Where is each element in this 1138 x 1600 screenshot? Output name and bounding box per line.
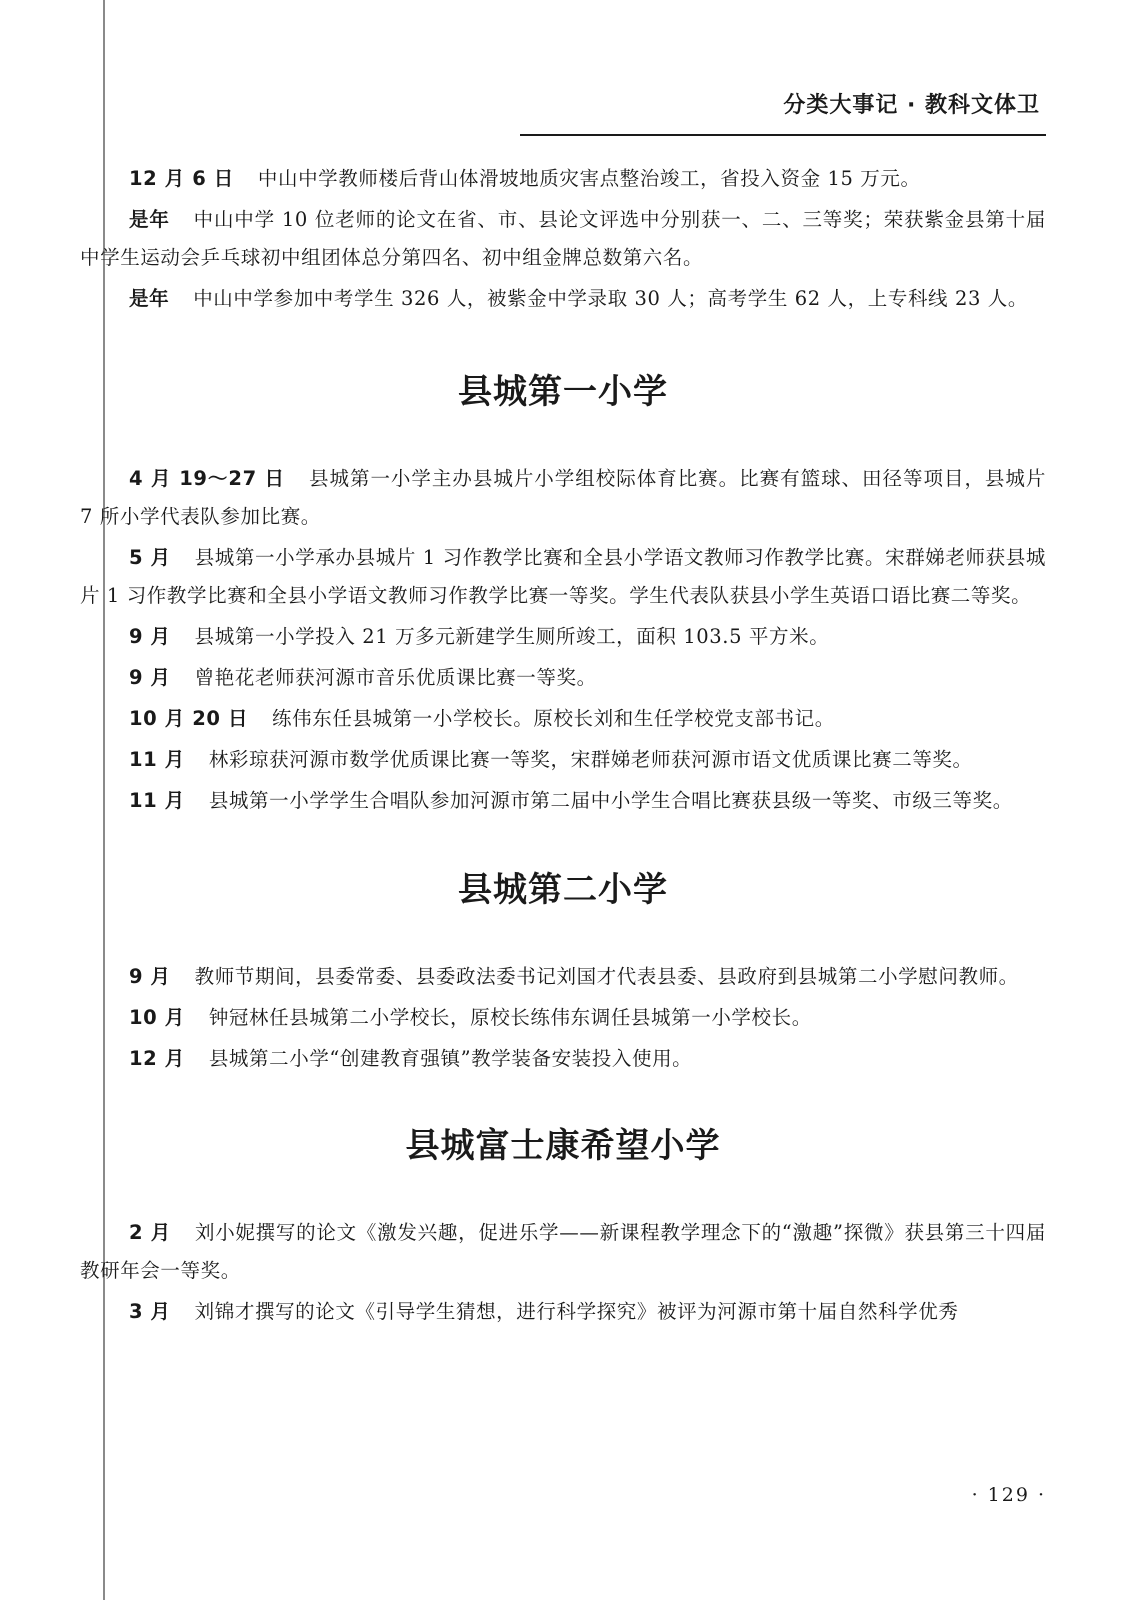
entry-no1-3: [80, 618, 1046, 656]
entry-no2-1: [80, 958, 1046, 996]
entry-text: 中山中学 10 位老师的论文在省、市、县论文评选中分别获一、二、三等奖；荣获紫金县第十届中学生运动会乒乓球初中组团体总分第四名、初中组金牌总数第六名。: [80, 208, 1046, 269]
entry-date: 3 月: [129, 1300, 171, 1323]
entry-date: 11 月: [129, 789, 185, 812]
page-number: · 129 ·: [971, 1484, 1046, 1506]
entry-text: 县城第一小学承办县城片 1 习作教学比赛和全县小学语文教师习作教学比赛。宋群娣老师获县城片 1 习作教学比赛和全县小学语文教师习作教学比赛一等奖。学生代表队获县小学生英语口语比赛二等奖。: [80, 546, 1046, 607]
section-title-foxconn-hope-primary: 县城富士康希望小学: [405, 1126, 721, 1166]
entry-no1-7: [80, 782, 1046, 820]
entry-date: 是年: [129, 208, 170, 231]
entry-date: 2 月: [129, 1221, 171, 1244]
header-rule: [520, 134, 1046, 136]
entry-text: 中山中学教师楼后背山体滑坡地质灾害点整治竣工，省投入资金 15 万元。: [257, 167, 921, 190]
entry-date: 5 月: [129, 546, 171, 569]
entry-date: 12 月: [129, 1047, 185, 1070]
entry-text: 刘锦才撰写的论文《引导学生猜想，进行科学探究》被评为河源市第十届自然科学优秀: [194, 1300, 959, 1323]
entry-foxconn-2: [80, 1293, 1046, 1331]
entry-text: 县城第一小学主办县城片小学组校际体育比赛。比赛有篮球、田径等项目，县城片 7 所小学代表队参加比赛。: [80, 467, 1046, 528]
entry-zhongshan-3: [80, 280, 1046, 318]
entry-date: 10 月 20 日: [129, 707, 249, 730]
entry-no2-2: [80, 999, 1046, 1037]
entry-date: 10 月: [129, 1006, 185, 1029]
entry-date: 9 月: [129, 625, 171, 648]
entry-text: 练伟东任县城第一小学校长。原校长刘和生任学校党支部书记。: [272, 707, 835, 730]
entry-text: 曾艳花老师获河源市音乐优质课比赛一等奖。: [194, 666, 597, 689]
entry-text: 县城第一小学投入 21 万多元新建学生厕所竣工，面积 103.5 平方米。: [194, 625, 830, 648]
entry-date: 9 月: [129, 666, 171, 689]
entry-text: 林彩琼获河源市数学优质课比赛一等奖，宋群娣老师获河源市语文优质课比赛二等奖。: [208, 748, 973, 771]
entry-zhongshan-1: [80, 160, 1046, 198]
entry-zhongshan-2: [80, 201, 1046, 277]
entry-no1-1: [80, 460, 1046, 536]
entry-foxconn-1: [80, 1214, 1046, 1290]
entry-date: 11 月: [129, 748, 185, 771]
running-head: 分类大事记 · 教科文体卫: [783, 93, 1040, 118]
entry-text: 县城第二小学“创建教育强镇”教学装备安装投入使用。: [208, 1047, 693, 1070]
entry-no1-5: [80, 700, 1046, 738]
entry-date: 12 月 6 日: [129, 167, 234, 190]
entry-date: 9 月: [129, 965, 171, 988]
entry-date: 是年: [129, 287, 170, 310]
entry-text: 中山中学参加中考学生 326 人，被紫金中学录取 30 人；高考学生 62 人，上专科线 23 人。: [193, 287, 1028, 310]
entry-text: 刘小妮撰写的论文《激发兴趣，促进乐学——新课程教学理念下的“激趣”探微》获县第三十四届教研年会一等奖。: [80, 1221, 1046, 1282]
entry-text: 钟冠林任县城第二小学校长，原校长练伟东调任县城第一小学校长。: [208, 1006, 812, 1029]
section-title-no1-primary: 县城第一小学: [458, 372, 668, 412]
entry-text: 县城第一小学学生合唱队参加河源市第二届中小学生合唱比赛获县级一等奖、市级三等奖。: [208, 789, 1013, 812]
page-body: [80, 160, 1046, 1334]
entry-no2-3: [80, 1040, 1046, 1078]
entry-no1-6: [80, 741, 1046, 779]
entry-no1-4: [80, 659, 1046, 697]
section-title-no2-primary: 县城第二小学: [458, 870, 668, 910]
entry-text: 教师节期间，县委常委、县委政法委书记刘国才代表县委、县政府到县城第二小学慰问教师。: [194, 965, 1019, 988]
entry-date: 4 月 19～27 日: [129, 467, 285, 490]
entry-no1-2: [80, 539, 1046, 615]
